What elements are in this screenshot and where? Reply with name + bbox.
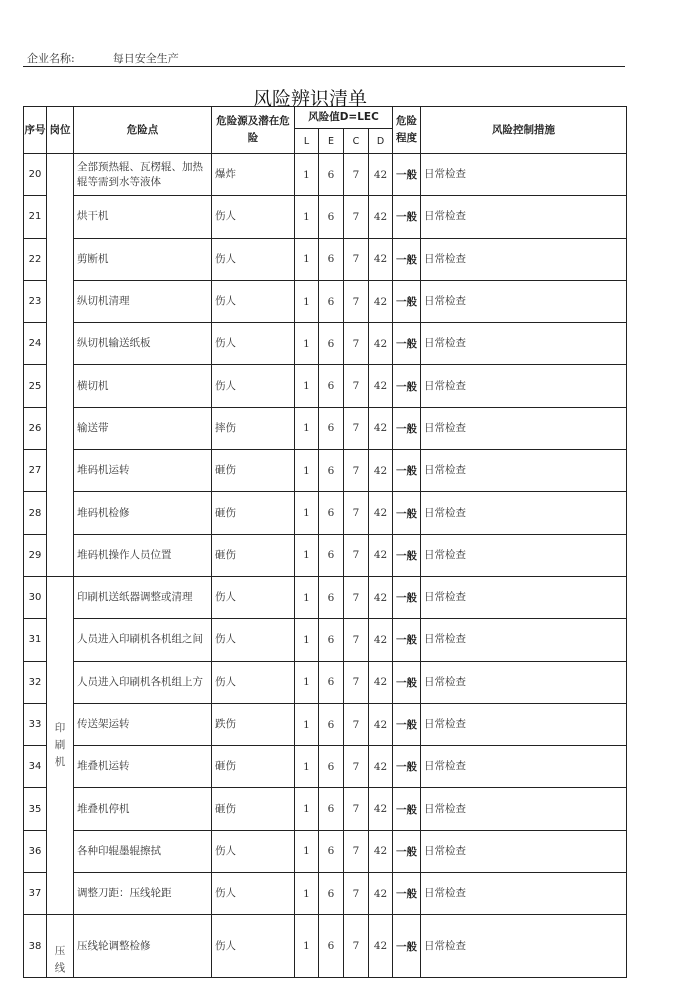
row-number: 20 [24, 154, 47, 196]
value-L: 1 [295, 323, 319, 365]
hazard-source: 摔伤 [212, 407, 295, 449]
header-D: D [369, 129, 393, 154]
risk-level: 一般 [393, 788, 421, 830]
value-E: 6 [319, 154, 344, 196]
value-D: 42 [369, 534, 393, 576]
header-L: L [295, 129, 319, 154]
value-E: 6 [319, 661, 344, 703]
hazard-point: 横切机 [74, 365, 212, 407]
hazard-point: 堆叠机运转 [74, 746, 212, 788]
table-row [24, 703, 627, 745]
value-C: 7 [344, 323, 369, 365]
value-C: 7 [344, 915, 369, 978]
row-number: 28 [24, 492, 47, 534]
control-measure: 日常检查 [421, 873, 627, 915]
value-L: 1 [295, 788, 319, 830]
value-C: 7 [344, 534, 369, 576]
hazard-point: 纵切机清理 [74, 280, 212, 322]
value-E: 6 [319, 534, 344, 576]
hazard-point: 印刷机送纸器调整或清理 [74, 576, 212, 618]
control-measure: 日常检查 [421, 492, 627, 534]
row-number: 23 [24, 280, 47, 322]
value-D: 42 [369, 703, 393, 745]
value-C: 7 [344, 703, 369, 745]
value-D: 42 [369, 619, 393, 661]
hazard-source: 伤人 [212, 196, 295, 238]
hazard-source: 砸伤 [212, 788, 295, 830]
risk-table-container [23, 106, 626, 975]
value-L: 1 [295, 619, 319, 661]
table-row [24, 323, 627, 365]
table-row [24, 576, 627, 618]
table-row [24, 661, 627, 703]
value-D: 42 [369, 915, 393, 978]
hazard-source: 伤人 [212, 238, 295, 280]
hazard-source: 伤人 [212, 323, 295, 365]
control-measure: 日常检查 [421, 280, 627, 322]
value-C: 7 [344, 196, 369, 238]
value-C: 7 [344, 365, 369, 407]
value-L: 1 [295, 238, 319, 280]
risk-level: 一般 [393, 365, 421, 407]
value-L: 1 [295, 534, 319, 576]
value-C: 7 [344, 576, 369, 618]
row-number: 22 [24, 238, 47, 280]
row-number: 34 [24, 746, 47, 788]
header-point: 危险点 [74, 107, 212, 154]
value-D: 42 [369, 196, 393, 238]
hazard-source: 跌伤 [212, 703, 295, 745]
header-divider [23, 66, 625, 67]
header-control: 风险控制措施 [421, 107, 627, 154]
value-L: 1 [295, 576, 319, 618]
risk-level: 一般 [393, 873, 421, 915]
risk-level: 一般 [393, 915, 421, 978]
post-label: 印刷机 [54, 722, 66, 769]
row-number: 32 [24, 661, 47, 703]
value-D: 42 [369, 830, 393, 872]
hazard-point: 堆叠机停机 [74, 788, 212, 830]
hazard-point: 全部预热辊、瓦楞辊、加热辊等需到水等液体 [74, 154, 212, 196]
hazard-point: 人员进入印刷机各机组上方 [74, 661, 212, 703]
value-D: 42 [369, 154, 393, 196]
value-D: 42 [369, 873, 393, 915]
value-C: 7 [344, 280, 369, 322]
control-measure: 日常检查 [421, 196, 627, 238]
control-measure: 日常检查 [421, 238, 627, 280]
value-L: 1 [295, 661, 319, 703]
table-row [24, 154, 627, 196]
value-L: 1 [295, 873, 319, 915]
hazard-source: 砸伤 [212, 534, 295, 576]
value-E: 6 [319, 915, 344, 978]
row-number: 24 [24, 323, 47, 365]
hazard-source: 伤人 [212, 830, 295, 872]
post-label: 压线 [54, 945, 66, 975]
hazard-point: 堆码机操作人员位置 [74, 534, 212, 576]
hazard-source: 伤人 [212, 365, 295, 407]
row-number: 21 [24, 196, 47, 238]
company-name: 每日安全生产 [112, 52, 179, 65]
company-label: 企业名称: [27, 52, 75, 65]
value-L: 1 [295, 365, 319, 407]
risk-level: 一般 [393, 450, 421, 492]
value-E: 6 [319, 407, 344, 449]
value-E: 6 [319, 323, 344, 365]
post-group-cell [47, 576, 74, 914]
value-L: 1 [295, 154, 319, 196]
value-E: 6 [319, 280, 344, 322]
value-D: 42 [369, 323, 393, 365]
hazard-source: 伤人 [212, 619, 295, 661]
row-number: 25 [24, 365, 47, 407]
value-E: 6 [319, 703, 344, 745]
hazard-point: 调整刀距：压线轮距 [74, 873, 212, 915]
hazard-point: 输送带 [74, 407, 212, 449]
row-number: 37 [24, 873, 47, 915]
header-post: 岗位 [47, 107, 74, 154]
value-E: 6 [319, 238, 344, 280]
table-row [24, 746, 627, 788]
control-measure: 日常检查 [421, 661, 627, 703]
table-row [24, 365, 627, 407]
header-no: 序号 [24, 107, 47, 154]
risk-level: 一般 [393, 830, 421, 872]
header-E: E [319, 129, 344, 154]
value-C: 7 [344, 619, 369, 661]
header-source: 危险源及潜在危险 [212, 107, 295, 154]
risk-level: 一般 [393, 661, 421, 703]
risk-table [23, 106, 627, 978]
value-L: 1 [295, 196, 319, 238]
risk-level: 一般 [393, 154, 421, 196]
value-E: 6 [319, 365, 344, 407]
table-row [24, 534, 627, 576]
table-row [24, 407, 627, 449]
value-C: 7 [344, 746, 369, 788]
table-row [24, 492, 627, 534]
value-C: 7 [344, 873, 369, 915]
value-E: 6 [319, 576, 344, 618]
value-E: 6 [319, 788, 344, 830]
post-group-cell [47, 915, 74, 978]
value-D: 42 [369, 746, 393, 788]
value-C: 7 [344, 661, 369, 703]
value-L: 1 [295, 830, 319, 872]
control-measure: 日常检查 [421, 365, 627, 407]
table-row [24, 619, 627, 661]
value-L: 1 [295, 492, 319, 534]
value-D: 42 [369, 576, 393, 618]
header-C: C [344, 129, 369, 154]
risk-level: 一般 [393, 576, 421, 618]
risk-level: 一般 [393, 196, 421, 238]
company-line [27, 50, 179, 66]
hazard-source: 砸伤 [212, 492, 295, 534]
risk-level: 一般 [393, 746, 421, 788]
value-D: 42 [369, 661, 393, 703]
value-C: 7 [344, 830, 369, 872]
value-C: 7 [344, 492, 369, 534]
value-L: 1 [295, 450, 319, 492]
hazard-source: 砸伤 [212, 450, 295, 492]
value-D: 42 [369, 450, 393, 492]
control-measure: 日常检查 [421, 154, 627, 196]
risk-level: 一般 [393, 323, 421, 365]
table-row [24, 238, 627, 280]
hazard-source: 爆炸 [212, 154, 295, 196]
value-C: 7 [344, 238, 369, 280]
table-row [24, 830, 627, 872]
control-measure: 日常检查 [421, 915, 627, 978]
header-risk-value: 风险值D=LEC [295, 107, 393, 129]
value-L: 1 [295, 703, 319, 745]
value-L: 1 [295, 407, 319, 449]
value-D: 42 [369, 280, 393, 322]
hazard-source: 砸伤 [212, 746, 295, 788]
hazard-point: 传送架运转 [74, 703, 212, 745]
hazard-point: 人员进入印刷机各机组之间 [74, 619, 212, 661]
control-measure: 日常检查 [421, 703, 627, 745]
row-number: 26 [24, 407, 47, 449]
value-D: 42 [369, 407, 393, 449]
row-number: 29 [24, 534, 47, 576]
table-row [24, 196, 627, 238]
table-row [24, 873, 627, 915]
hazard-point: 堆码机检修 [74, 492, 212, 534]
row-number: 33 [24, 703, 47, 745]
value-D: 42 [369, 238, 393, 280]
value-E: 6 [319, 450, 344, 492]
risk-level: 一般 [393, 492, 421, 534]
table-row [24, 788, 627, 830]
hazard-source: 伤人 [212, 873, 295, 915]
hazard-point: 烘干机 [74, 196, 212, 238]
value-D: 42 [369, 492, 393, 534]
value-L: 1 [295, 746, 319, 788]
hazard-source: 伤人 [212, 661, 295, 703]
value-E: 6 [319, 619, 344, 661]
control-measure: 日常检查 [421, 830, 627, 872]
value-E: 6 [319, 873, 344, 915]
hazard-point: 各种印辊墨辊擦拭 [74, 830, 212, 872]
hazard-source: 伤人 [212, 576, 295, 618]
risk-level: 一般 [393, 534, 421, 576]
value-C: 7 [344, 450, 369, 492]
control-measure: 日常检查 [421, 450, 627, 492]
post-group-cell [47, 154, 74, 577]
header-level: 危险程度 [393, 107, 421, 154]
risk-level: 一般 [393, 407, 421, 449]
risk-level: 一般 [393, 280, 421, 322]
risk-level: 一般 [393, 703, 421, 745]
value-D: 42 [369, 365, 393, 407]
row-number: 27 [24, 450, 47, 492]
control-measure: 日常检查 [421, 746, 627, 788]
value-C: 7 [344, 788, 369, 830]
table-row [24, 450, 627, 492]
control-measure: 日常检查 [421, 534, 627, 576]
value-E: 6 [319, 196, 344, 238]
control-measure: 日常检查 [421, 788, 627, 830]
value-C: 7 [344, 407, 369, 449]
hazard-point: 堆码机运转 [74, 450, 212, 492]
row-number: 30 [24, 576, 47, 618]
hazard-point: 纵切机输送纸板 [74, 323, 212, 365]
page-title: 风险辨识清单 [252, 88, 367, 110]
value-L: 1 [295, 915, 319, 978]
hazard-source: 伤人 [212, 280, 295, 322]
value-L: 1 [295, 280, 319, 322]
value-E: 6 [319, 830, 344, 872]
risk-level: 一般 [393, 619, 421, 661]
risk-level: 一般 [393, 238, 421, 280]
control-measure: 日常检查 [421, 407, 627, 449]
row-number: 31 [24, 619, 47, 661]
row-number: 38 [24, 915, 47, 978]
table-row [24, 915, 627, 978]
value-E: 6 [319, 746, 344, 788]
hazard-point: 剪断机 [74, 238, 212, 280]
row-number: 36 [24, 830, 47, 872]
row-number: 35 [24, 788, 47, 830]
hazard-point: 压线轮调整检修 [74, 915, 212, 978]
value-D: 42 [369, 788, 393, 830]
control-measure: 日常检查 [421, 576, 627, 618]
hazard-source: 伤人 [212, 915, 295, 978]
value-E: 6 [319, 492, 344, 534]
table-row [24, 280, 627, 322]
control-measure: 日常检查 [421, 619, 627, 661]
value-C: 7 [344, 154, 369, 196]
control-measure: 日常检查 [421, 323, 627, 365]
